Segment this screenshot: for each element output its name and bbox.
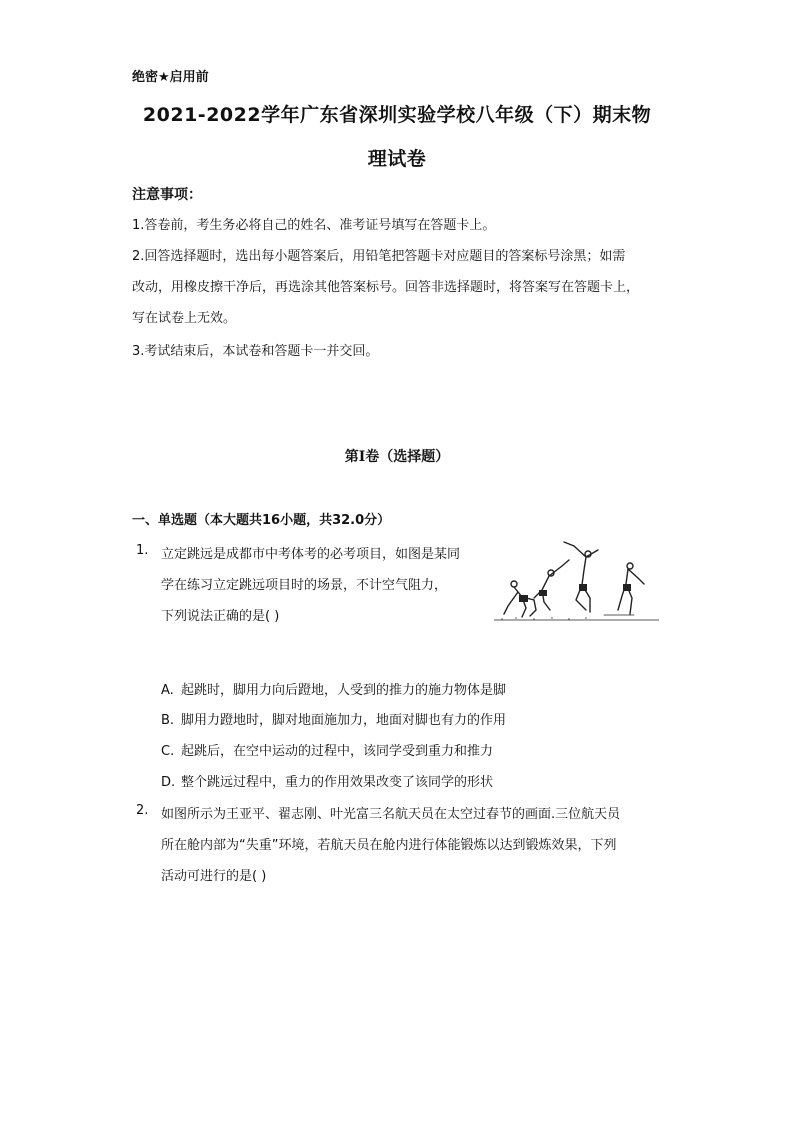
question-number: 1.: [136, 543, 149, 558]
option-d: [161, 771, 493, 790]
question-text: 立定跳远是成都市中考体考的必考项目，如图是某同: [161, 547, 461, 562]
option-letter: A.: [161, 683, 174, 698]
exam-title-line2: 理试卷: [367, 148, 427, 170]
question-text: 活动可进行的是( ): [161, 869, 267, 884]
notice-line: 写在试卷上无效。: [132, 311, 237, 326]
option-c: [161, 740, 493, 759]
notice-line: 2.回答选择题时，选出每小题答案后，用铅笔把答题卡对应题目的答案标号涂黑；如需: [132, 249, 626, 264]
option-text: 脚用力蹬地时，脚对地面施加力，地面对脚也有力的作用: [181, 713, 507, 728]
notice-heading: 注意事项：: [132, 187, 202, 203]
question-text: 学在练习立定跳远项目时的场景，不计空气阻力，: [161, 578, 448, 593]
exam-title-line1: 2021-2022学年广东省深圳实验学校八年级（下）期末物: [142, 104, 652, 126]
notice-line: 3.考试结束后，本试卷和答题卡一并交回。: [132, 344, 379, 359]
question-text: 下列说法正确的是( ): [161, 609, 280, 624]
notice-line: 1.答卷前，考生务必将自己的姓名、准考证号填写在答题卡上。: [132, 218, 496, 233]
question-text: 所在舱内部为“失重”环境，若航天员在舱内进行体能锻炼以达到锻炼效果，下列: [161, 838, 617, 853]
option-text: 起跳时，脚用力向后蹬地，人受到的推力的施力物体是脚: [181, 683, 507, 698]
option-letter: C.: [161, 744, 175, 759]
option-letter: B.: [161, 713, 175, 728]
part-heading: 一、单选题（本大题共16小题，共32.0分）: [132, 513, 391, 528]
notice-line: 改动，用橡皮擦干净后，再选涂其他答案标号。回答非选择题时，将答案写在答题卡上，: [132, 280, 640, 295]
secret-label: 绝密★启用前: [132, 70, 209, 85]
standing-long-jump-figure: [494, 540, 659, 624]
question-number: 2.: [136, 803, 149, 818]
option-b: [161, 709, 506, 728]
option-text: 整个跳远过程中，重力的作用效果改变了该同学的形状: [181, 775, 494, 790]
option-letter: D.: [161, 775, 176, 790]
option-text: 起跳后，在空中运动的过程中，该同学受到重力和推力: [181, 744, 494, 759]
question-text: 如图所示为王亚平、翟志刚、叶光富三名航天员在太空过春节的画面.三位航天员: [161, 807, 621, 822]
section-title: 第I卷（选择题）: [344, 449, 450, 465]
option-a: [161, 679, 506, 698]
